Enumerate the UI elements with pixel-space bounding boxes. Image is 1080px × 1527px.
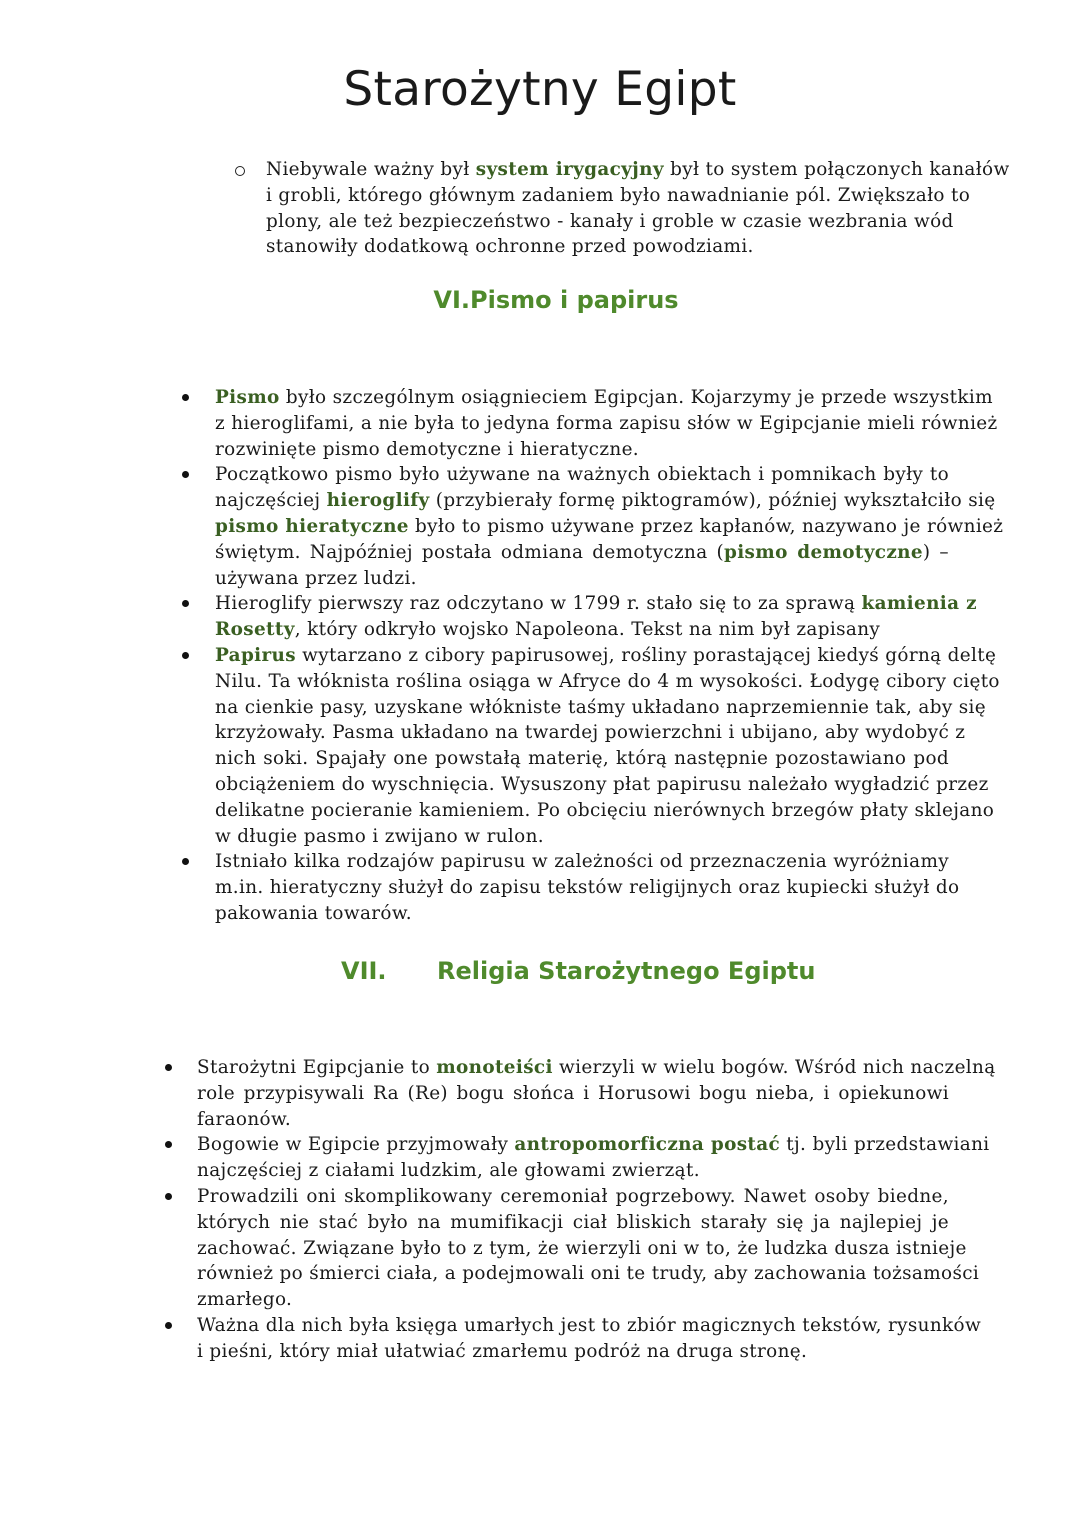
text-segment: z hieroglifami, a nie była to jedyna forma zapisu słów w Egipcjanie mieli również: [215, 412, 998, 434]
text-line: [215, 669, 1000, 695]
text-segment: Prowadzili oni skomplikowany ceremoniał pogrzebowy. Nawet osoby biedne,: [197, 1186, 949, 1207]
text-line: [215, 488, 996, 514]
list-item: [197, 1132, 990, 1184]
text-segment: których nie stać było na mumifikacji ciał bliskich starały się ja najlepiej je: [197, 1211, 949, 1233]
text-segment: i grobli, którego głównym zadaniem było nawadnianie pól. Zwiększało to: [266, 184, 971, 206]
text-line: [215, 772, 989, 798]
section-7-heading: Religia Starożytnego Egiptu: [437, 957, 816, 985]
text-segment: zachować. Związane było to z tym, że wierzyli oni w to, że ludzka dusza istnieje: [197, 1237, 967, 1259]
text-line: [215, 437, 949, 463]
list-item: [215, 643, 1000, 849]
bullet-icon: [182, 394, 189, 401]
text-segment: i pieśni, który miał ułatwiać zmarłemu podróż na druga stronę.: [197, 1340, 808, 1362]
text-line: [197, 1055, 996, 1081]
text-line: [266, 234, 950, 260]
bullet-icon: [182, 600, 189, 607]
text-line: [215, 746, 949, 772]
text-segment: tj. byli przedstawiani: [780, 1134, 990, 1156]
bullet-icon: [165, 1193, 172, 1200]
text-segment: delikatne pocieranie kamieniem. Po obcięciu nierównych brzegów płaty sklejano: [215, 799, 995, 821]
text-line: [215, 901, 949, 927]
text-segment: Początkowo pismo było używane na ważnych obiektach i pomnikach były to: [215, 464, 949, 486]
text-line: [215, 695, 987, 721]
highlighted-term: kamienia z: [861, 593, 977, 615]
text-segment: role przypisywali Ra (Re) bogu słońca i Horusowi bogu nieba, i opiekunowi: [197, 1082, 949, 1104]
text-segment: był to system połączonych kanałów: [663, 159, 1010, 180]
text-segment: Nilu. Ta włóknista roślina osiąga w Afryce do 4 m wysokości. Łodygę cibory cięto: [215, 670, 1000, 692]
text-segment: w długie pasmo i zwijano w rulon.: [215, 825, 544, 847]
text-segment: pakowania towarów.: [215, 902, 412, 924]
text-segment: rozwinięte pismo demotyczne i hieratyczne.: [215, 438, 639, 460]
text-line: [215, 720, 966, 746]
text-line: [197, 1107, 949, 1133]
text-segment: najczęściej: [215, 490, 327, 512]
bullet-icon: [165, 1064, 172, 1071]
intro-paragraph: [266, 157, 1010, 260]
text-segment: Bogowie w Egipcie przyjmowały: [197, 1134, 515, 1156]
text-segment: świętym. Najpóźniej postała odmiana demotyczna (: [215, 541, 725, 563]
text-segment: najczęściej z ciałami ludzkim, ale głowami zwierząt.: [197, 1160, 700, 1182]
text-segment: krzyżowały. Pasma układano na twardej powierzchni i ubijano, aby wydobyć z: [215, 722, 966, 744]
text-segment: obciążeniem do wyschnięcia. Wysuszony płat papirusu należało wygładzić przez: [215, 773, 989, 795]
highlighted-term: hieroglify: [326, 490, 430, 512]
bullet-icon: [182, 858, 189, 865]
text-line: [215, 411, 998, 437]
text-segment: m.in. hieratyczny służył do zapisu tekstów religijnych oraz kupiecki służył do: [215, 877, 960, 899]
text-line: [197, 1158, 949, 1184]
text-line: [266, 209, 954, 235]
list-item: [215, 385, 998, 462]
bullet-icon: [182, 652, 189, 659]
text-line: [197, 1210, 949, 1236]
text-segment: nich soki. Spajały one powstałą materię, którą następnie pozostawiano pod: [215, 748, 949, 770]
text-line: [215, 643, 997, 669]
text-line: [215, 617, 949, 643]
text-line: [197, 1132, 990, 1158]
text-segment: było to pismo używane przez kapłanów, nazywano je również: [408, 515, 1004, 537]
text-line: [197, 1081, 949, 1107]
text-segment: na cienkie pasy, uzyskane włókniste taśmy układano naprzemiennie tak, aby się: [215, 696, 987, 718]
bullet-icon: [165, 1141, 172, 1148]
text-segment: wytarzano z cibory papirusowej, rośliny porastającej kiedyś górną deltę: [295, 645, 997, 666]
text-segment: Niebywale ważny był: [266, 159, 476, 180]
text-line: [197, 1184, 949, 1210]
text-segment: używana przez ludzi.: [215, 567, 417, 589]
bullet-icon: [182, 471, 189, 478]
text-line: [197, 1261, 980, 1287]
text-line: [215, 566, 949, 592]
page-title: Starożytny Egipt: [343, 62, 737, 117]
highlighted-term: antropomorficzna postać: [514, 1134, 781, 1156]
text-line: [197, 1287, 949, 1313]
section-6-heading: VI.Pismo i papirus: [433, 286, 679, 314]
text-segment: zmarłego.: [197, 1289, 293, 1311]
text-segment: , który odkryło wojsko Napoleona. Tekst na nim był zapisany: [294, 619, 881, 641]
text-line: [215, 824, 949, 850]
highlighted-term: pismo demotyczne: [724, 541, 923, 563]
text-line: [197, 1339, 949, 1365]
highlighted-term: system irygacyjny: [475, 159, 664, 180]
text-segment: wierzyli w wielu bogów. Wśród nich naczelną: [552, 1057, 996, 1078]
list-item: [197, 1313, 982, 1365]
highlighted-term: Papirus: [215, 645, 296, 666]
highlighted-term: Pismo: [215, 387, 280, 408]
text-line: [215, 798, 995, 824]
text-line: [215, 591, 977, 617]
text-line: [266, 183, 971, 209]
bullet-icon: [165, 1322, 172, 1329]
highlighted-term: Rosetty: [215, 619, 295, 641]
text-line: [197, 1236, 967, 1262]
text-segment: było szczególnym osiągnieciem Egipcjan. Kojarzymy je przede wszystkim: [279, 387, 993, 408]
list-item: [197, 1055, 996, 1132]
text-segment: faraonów.: [197, 1108, 292, 1130]
list-item: [215, 462, 1004, 591]
text-line: [215, 462, 949, 488]
list-item: [197, 1184, 980, 1313]
text-line: [215, 849, 949, 875]
text-line: [215, 385, 993, 411]
text-segment: Istniało kilka rodzajów papirusu w zależności od przeznaczenia wyróżniamy: [215, 851, 949, 873]
text-line: [266, 157, 1010, 183]
list-item: [215, 591, 977, 643]
text-line: [215, 540, 949, 566]
text-line: [215, 514, 1004, 540]
text-line: [197, 1313, 982, 1339]
text-segment: plony, ale też bezpieczeństwo - kanały i groble w czasie wezbrania wód: [266, 210, 954, 232]
text-segment: stanowiły dodatkową ochronne przed powodziami.: [266, 236, 754, 258]
text-segment: Hieroglify pierwszy raz odczytano w 1799 r. stało się to za sprawą: [215, 593, 862, 615]
list-item: [215, 849, 960, 926]
text-segment: Starożytni Egipcjanie to: [197, 1057, 437, 1078]
text-segment: ) –: [922, 541, 949, 563]
text-line: [215, 875, 960, 901]
text-segment: również po śmierci ciała, a podejmowali oni te trudy, aby zachowania tożsamości: [197, 1263, 980, 1285]
text-segment: Ważna dla nich była księga umarłych jest to zbiór magicznych tekstów, rysunków: [197, 1315, 982, 1336]
highlighted-term: pismo hieratyczne: [215, 515, 409, 537]
circle-bullet-icon: [235, 166, 245, 176]
text-segment: (przybierały formę piktogramów), później wykształciło się: [429, 490, 996, 512]
section-7-heading-number: VII.: [341, 957, 387, 985]
highlighted-term: monoteiści: [436, 1057, 553, 1078]
